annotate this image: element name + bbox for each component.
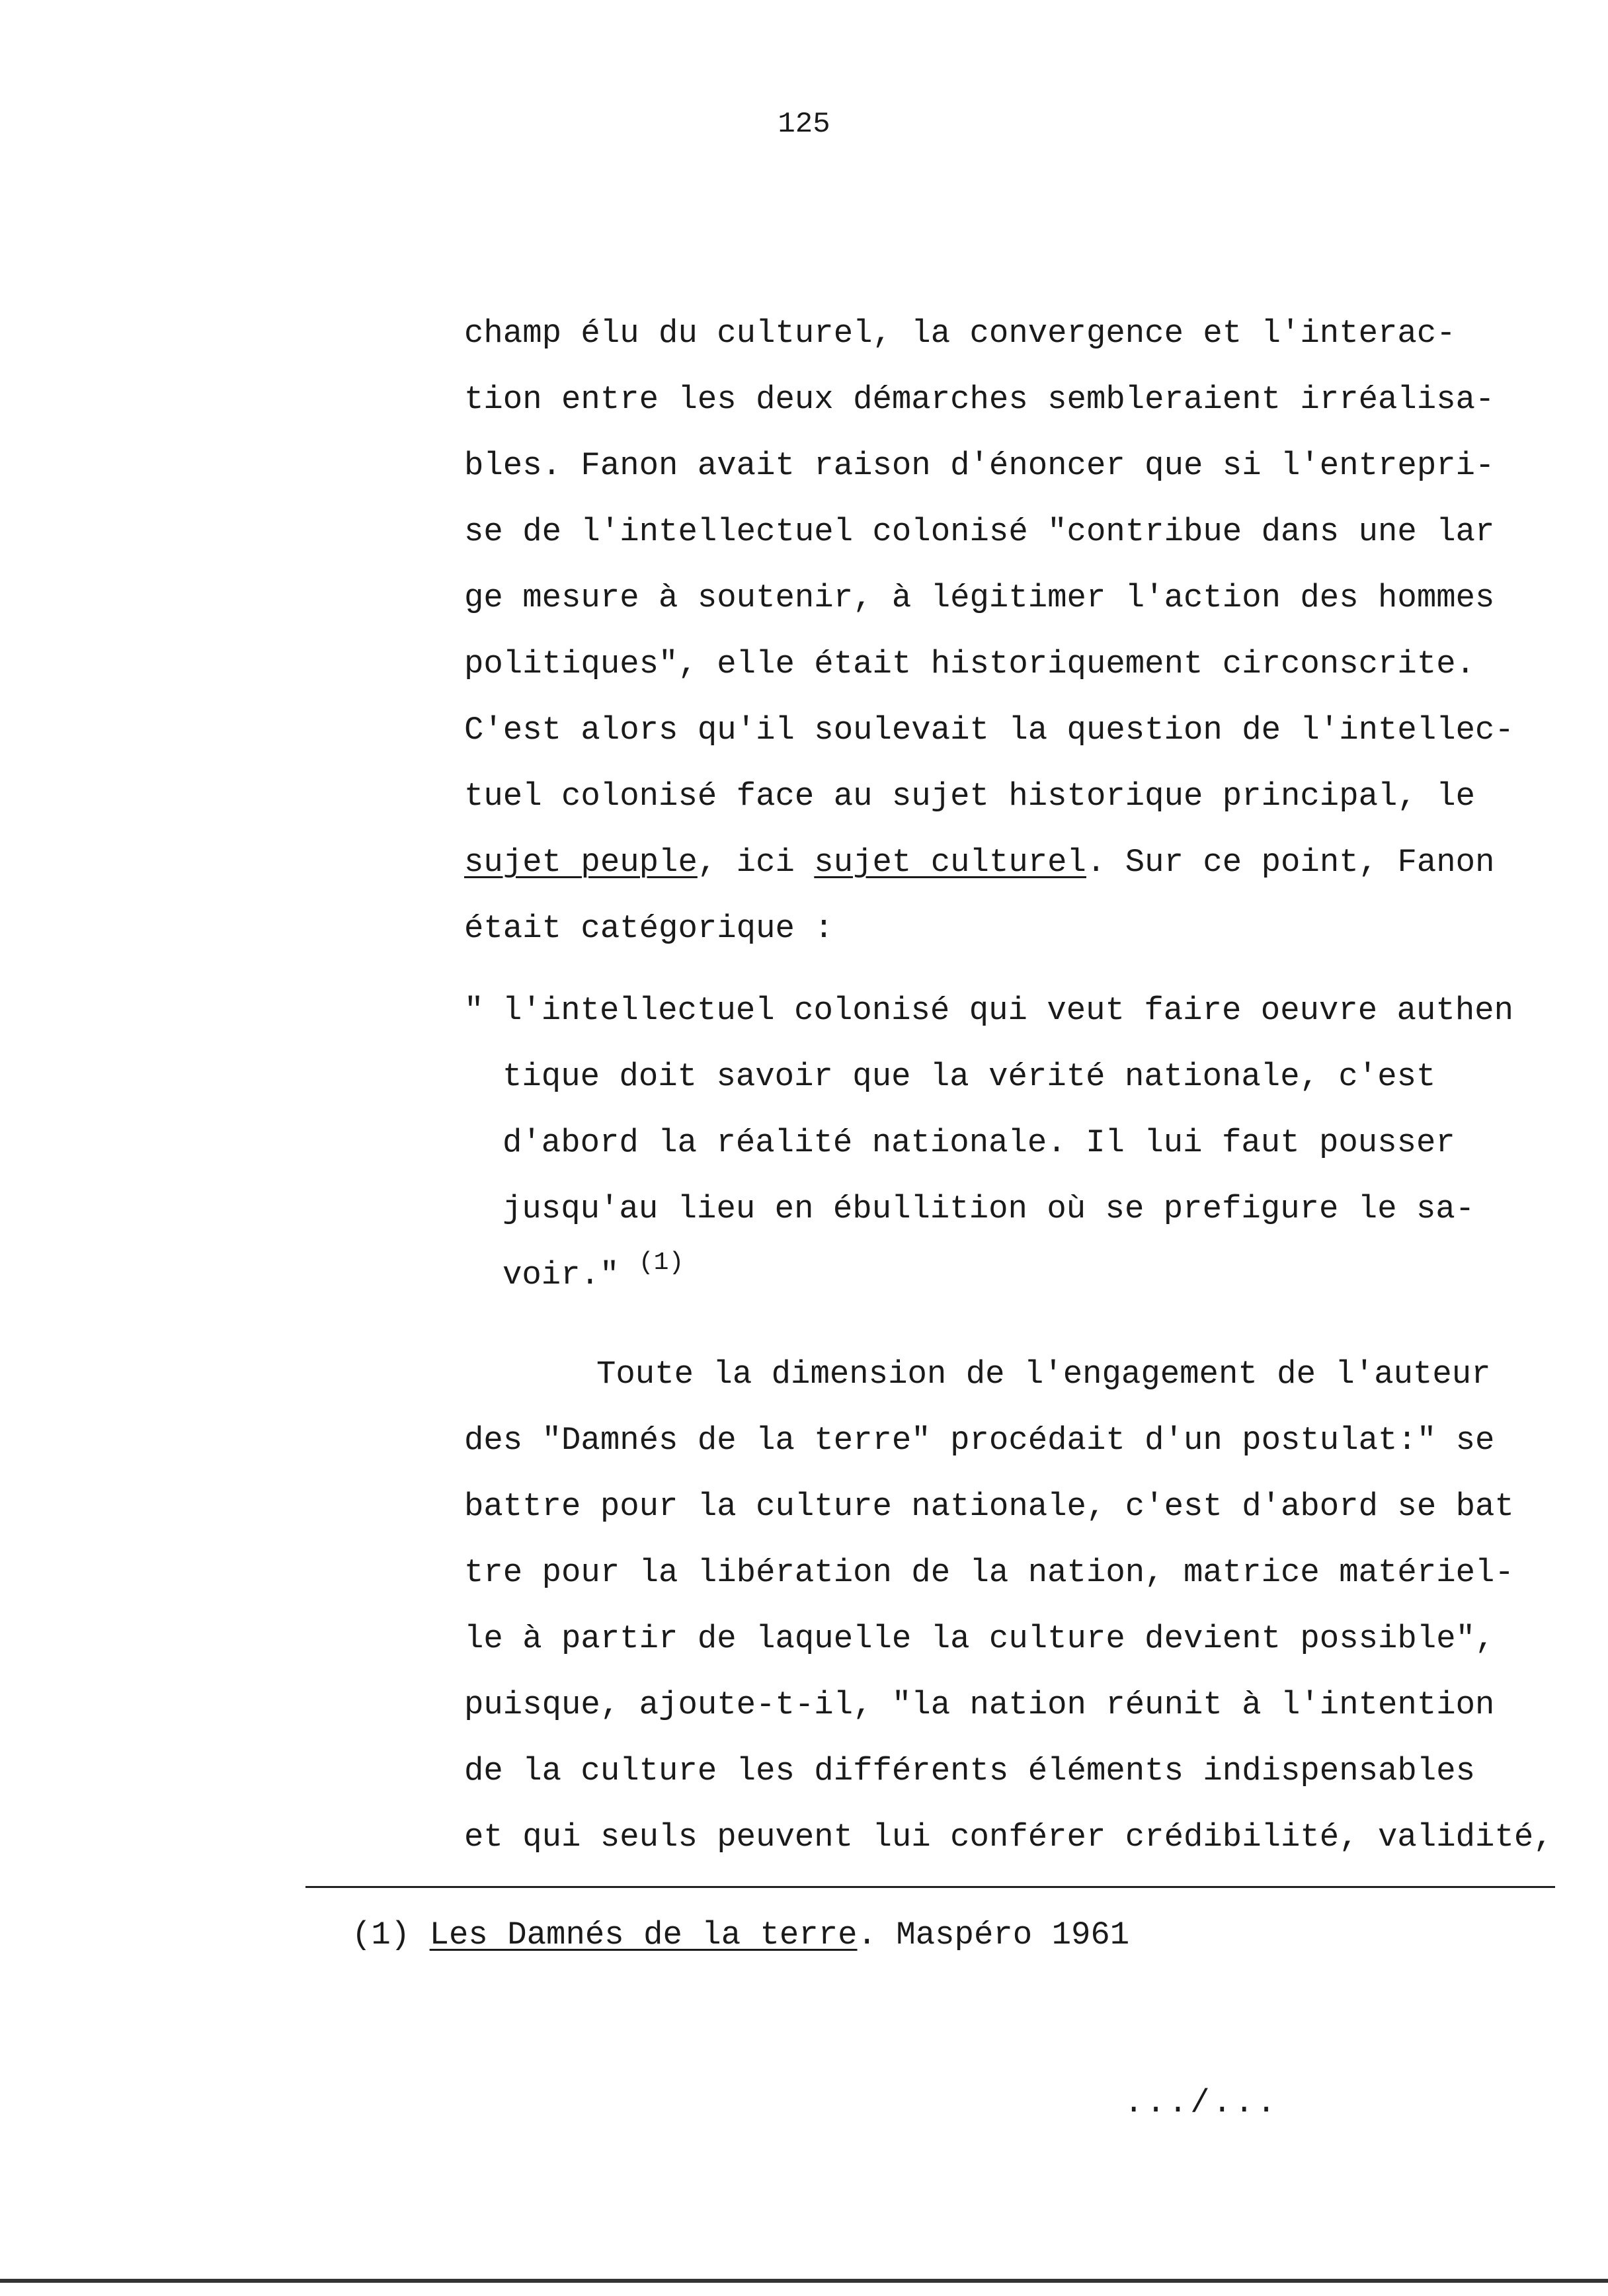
page-bottom-edge <box>0 2279 1608 2283</box>
text-fragment: , ici <box>697 844 815 881</box>
footnote-source: . Maspéro 1961 <box>857 1916 1130 1953</box>
quote-line: d'abord la réalité nationale. Il lui faut pousser <box>502 1124 1455 1161</box>
text-fragment: . Sur ce point, Fanon <box>1086 844 1495 881</box>
emphasis-sujet-peuple: sujet peuple <box>464 844 698 881</box>
quote-line: l'intellectuel colonisé qui veut faire oeuvre authen <box>502 992 1514 1029</box>
emphasis-sujet-culturel: sujet culturel <box>814 844 1086 881</box>
text-line <box>464 842 1494 882</box>
text-line: et qui seuls peuvent lui conférer crédibilité, validité, <box>464 1819 1553 1856</box>
continuation-marker: .../... <box>1124 2084 1279 2121</box>
quote-last-line: voir." <box>502 1256 620 1293</box>
text-line: puisque, ajoute-t-il, "la nation réunit à l'intention <box>464 1686 1495 1723</box>
footnote-reference: (1) <box>638 1249 684 1277</box>
text-line: était catégorique : <box>464 910 834 947</box>
text-line: Toute la dimension de l'engagement de l'auteur <box>596 1356 1491 1393</box>
footnote-marker: (1) <box>352 1916 411 1953</box>
quote-line: tique doit savoir que la vérité nationale, c'est <box>502 1058 1436 1095</box>
quote-line: jusqu'au lieu en ébullition où se prefigure le sa- <box>502 1190 1475 1227</box>
text-line: C'est alors qu'il soulevait la question de l'intellec- <box>464 712 1514 749</box>
text-line: politiques", elle était historiquement circonscrite. <box>464 645 1476 682</box>
footnote-divider <box>305 1886 1555 1888</box>
page-number: 125 <box>778 108 830 141</box>
footnote <box>352 1915 1129 1955</box>
text-line: de la culture les différents éléments indispensables <box>464 1752 1476 1789</box>
text-line: tion entre les deux démarches sembleraient irréalisa- <box>464 381 1495 418</box>
text-line: tre pour la libération de la nation, matrice matériel- <box>464 1554 1514 1591</box>
text-line: battre pour la culture nationale, c'est d'abord se bat <box>464 1488 1514 1525</box>
text-line: se de l'intellectuel colonisé "contribue dans une lar <box>464 513 1495 550</box>
text-line: le à partir de laquelle la culture devient possible", <box>464 1620 1495 1657</box>
quote-open-mark: " <box>464 992 484 1029</box>
text-line: ge mesure à soutenir, à légitimer l'action des hommes <box>464 579 1495 616</box>
text-line: bles. Fanon avait raison d'énoncer que si l'entrepri- <box>464 447 1495 484</box>
text-line: champ élu du culturel, la convergence et l'interac- <box>464 315 1456 352</box>
footnote-title: Les Damnés de la terre <box>429 1916 858 1953</box>
text-line: des "Damnés de la terre" procédait d'un postulat:" se <box>464 1422 1495 1459</box>
quote-line <box>502 1249 684 1295</box>
text-line: tuel colonisé face au sujet historique principal, le <box>464 778 1476 815</box>
